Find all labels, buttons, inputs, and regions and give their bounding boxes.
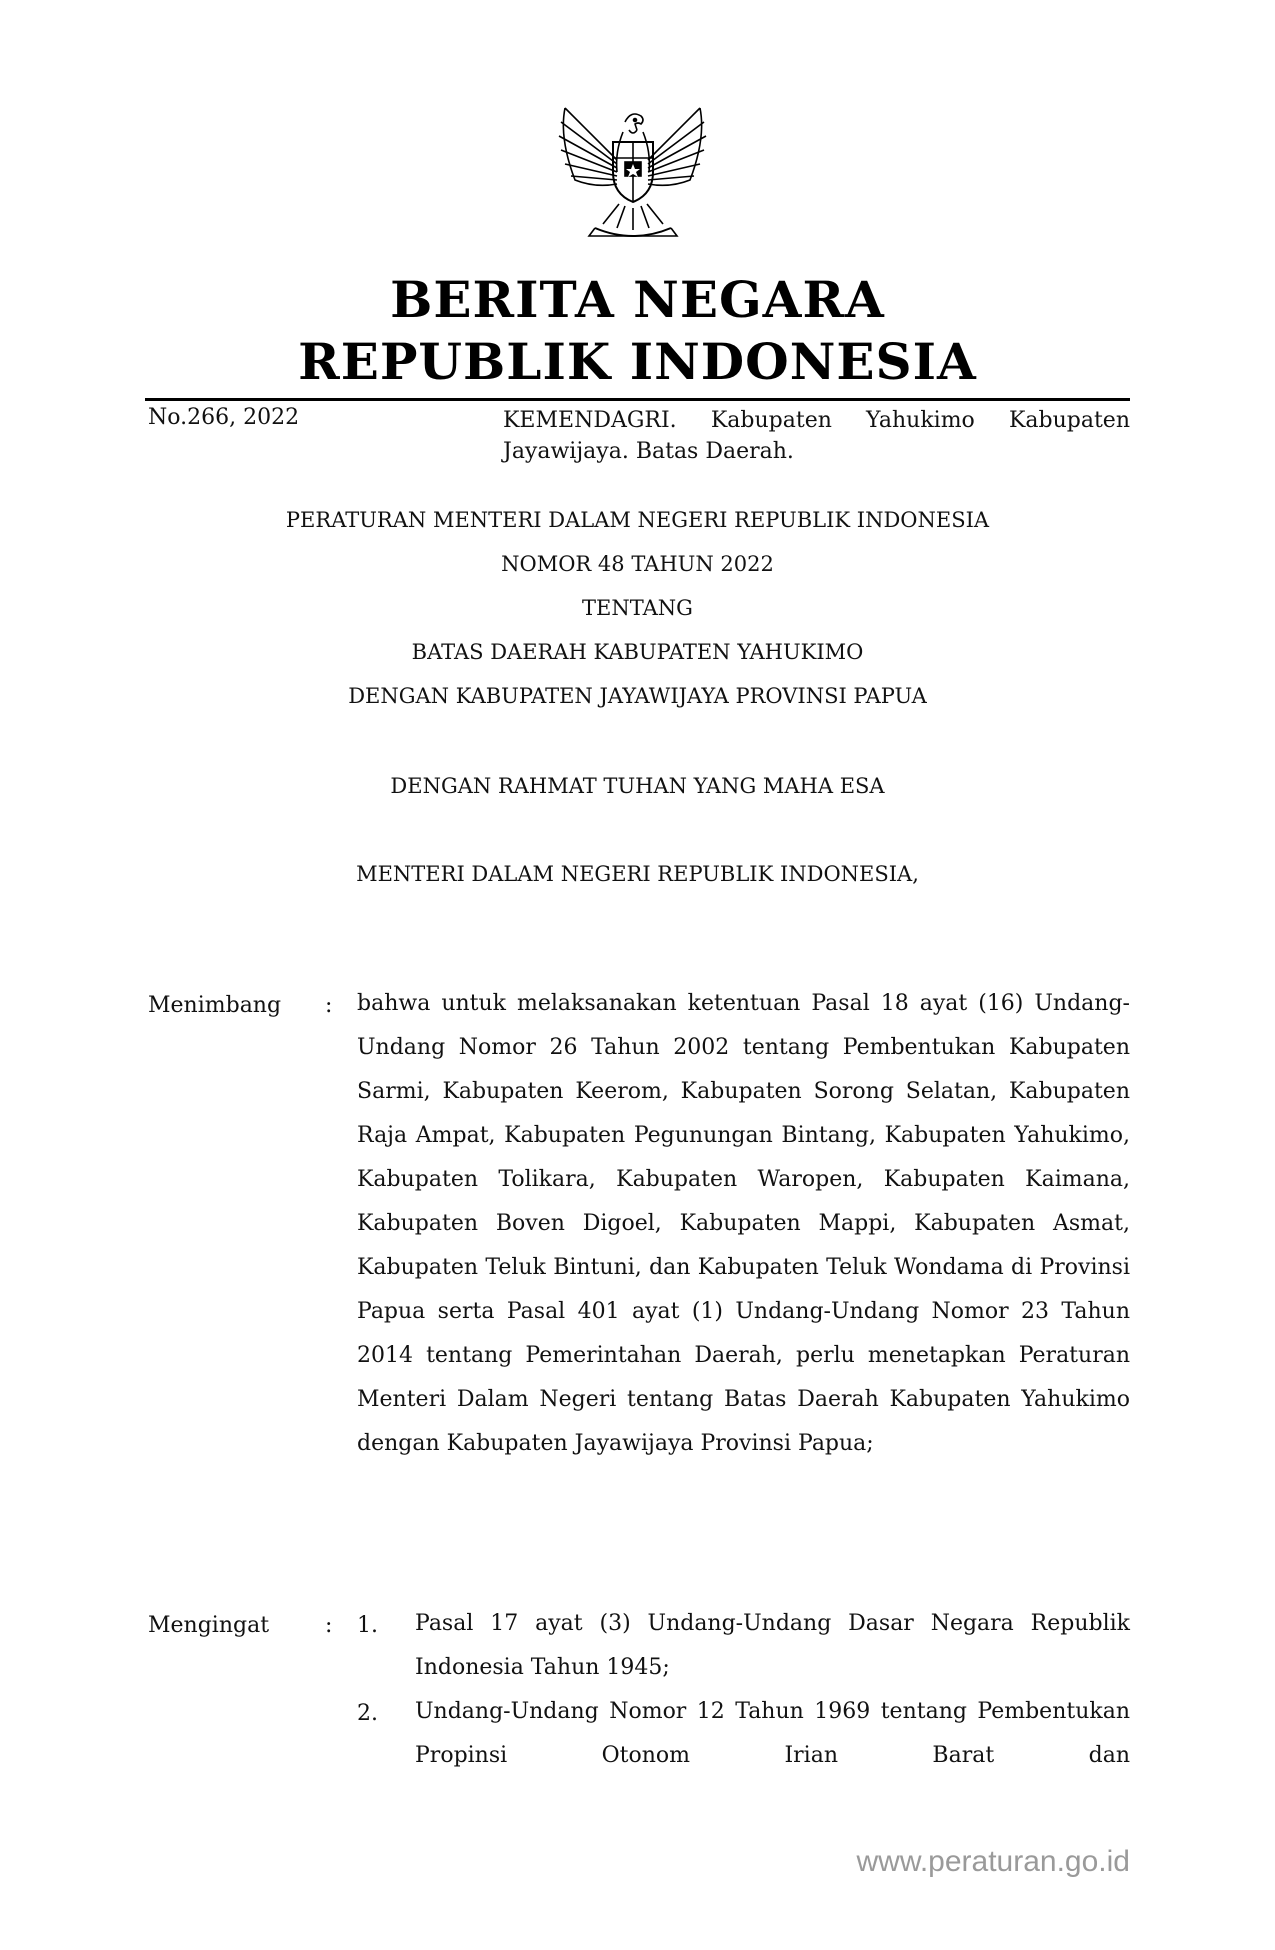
regulation-title: PERATURAN MENTERI DALAM NEGERI REPUBLIK INDONESIA xyxy=(285,508,990,532)
menimbang-text: bahwa untuk melaksanakan ketentuan Pasal 18 ayat (16) Undang-Undang Nomor 26 Tahun 2002 tentang Pembentukan Kabupaten Sarmi, Kabupaten Keerom, Kabupaten Sorong Selatan, Kabupaten Raja Ampat, Kabupaten Pegunungan Bintang, Kabupaten Yahukimo, Kabupaten Tolikara, Kabupaten Waropen, Kabupaten Kaimana, Kabupaten Boven Digoel, Kabupaten Mappi, Kabupaten Asmat, Kabupaten Teluk Bintuni, dan Kabupaten Teluk Wondama di Provinsi Papua serta Pasal 401 ayat (1) Undang-Undang Nomor 23 Tahun 2014 tentang Pemerintahan Daerah, perlu menetapkan Peraturan Menteri Dalam Negeri tentang Batas Daerah Kabupaten Yahukimo dengan Kabupaten Jayawijaya Provinsi Papua; xyxy=(357,991,1130,1456)
garuda-emblem-icon xyxy=(555,100,710,250)
mengingat-item-number: 1. xyxy=(357,1613,378,1638)
invocation: DENGAN RAHMAT TUHAN YANG MAHA ESA xyxy=(390,774,885,798)
regulation-subject-line1: BATAS DAERAH KABUPATEN YAHUKIMO xyxy=(411,640,864,664)
mengingat-item-text: Undang-Undang Nomor 12 Tahun 1969 tentang Pembentukan Propinsi Otonom Irian Barat dan xyxy=(415,1699,1130,1768)
menimbang-colon: : xyxy=(325,993,333,1018)
footer-url: www.peraturan.go.id xyxy=(856,1845,1130,1878)
regulation-about: TENTANG xyxy=(582,596,693,620)
masthead-title-line1: BERITA NEGARA xyxy=(390,270,885,329)
regulation-subject-line2: DENGAN KABUPATEN JAYAWIJAYA PROVINSI PAPUA xyxy=(348,684,927,708)
menimbang-label: Menimbang xyxy=(148,993,282,1018)
mengingat-label: Mengingat xyxy=(148,1613,270,1638)
mengingat-item-text: Pasal 17 ayat (3) Undang-Undang Dasar Negara Republik Indonesia Tahun 1945; xyxy=(415,1611,1130,1680)
gazette-subject: KEMENDAGRI. Kabupaten Yahukimo Kabupaten Jayawijaya. Batas Daerah. xyxy=(503,408,1130,464)
regulation-number: NOMOR 48 TAHUN 2022 xyxy=(501,552,774,576)
mengingat-item-number: 2. xyxy=(357,1701,378,1726)
gazette-number: No.266, 2022 xyxy=(148,405,300,430)
masthead-divider xyxy=(145,398,1130,401)
issuer: MENTERI DALAM NEGERI REPUBLIK INDONESIA, xyxy=(356,862,919,886)
mengingat-colon: : xyxy=(325,1613,333,1638)
masthead-title-line2: REPUBLIK INDONESIA xyxy=(298,332,977,391)
